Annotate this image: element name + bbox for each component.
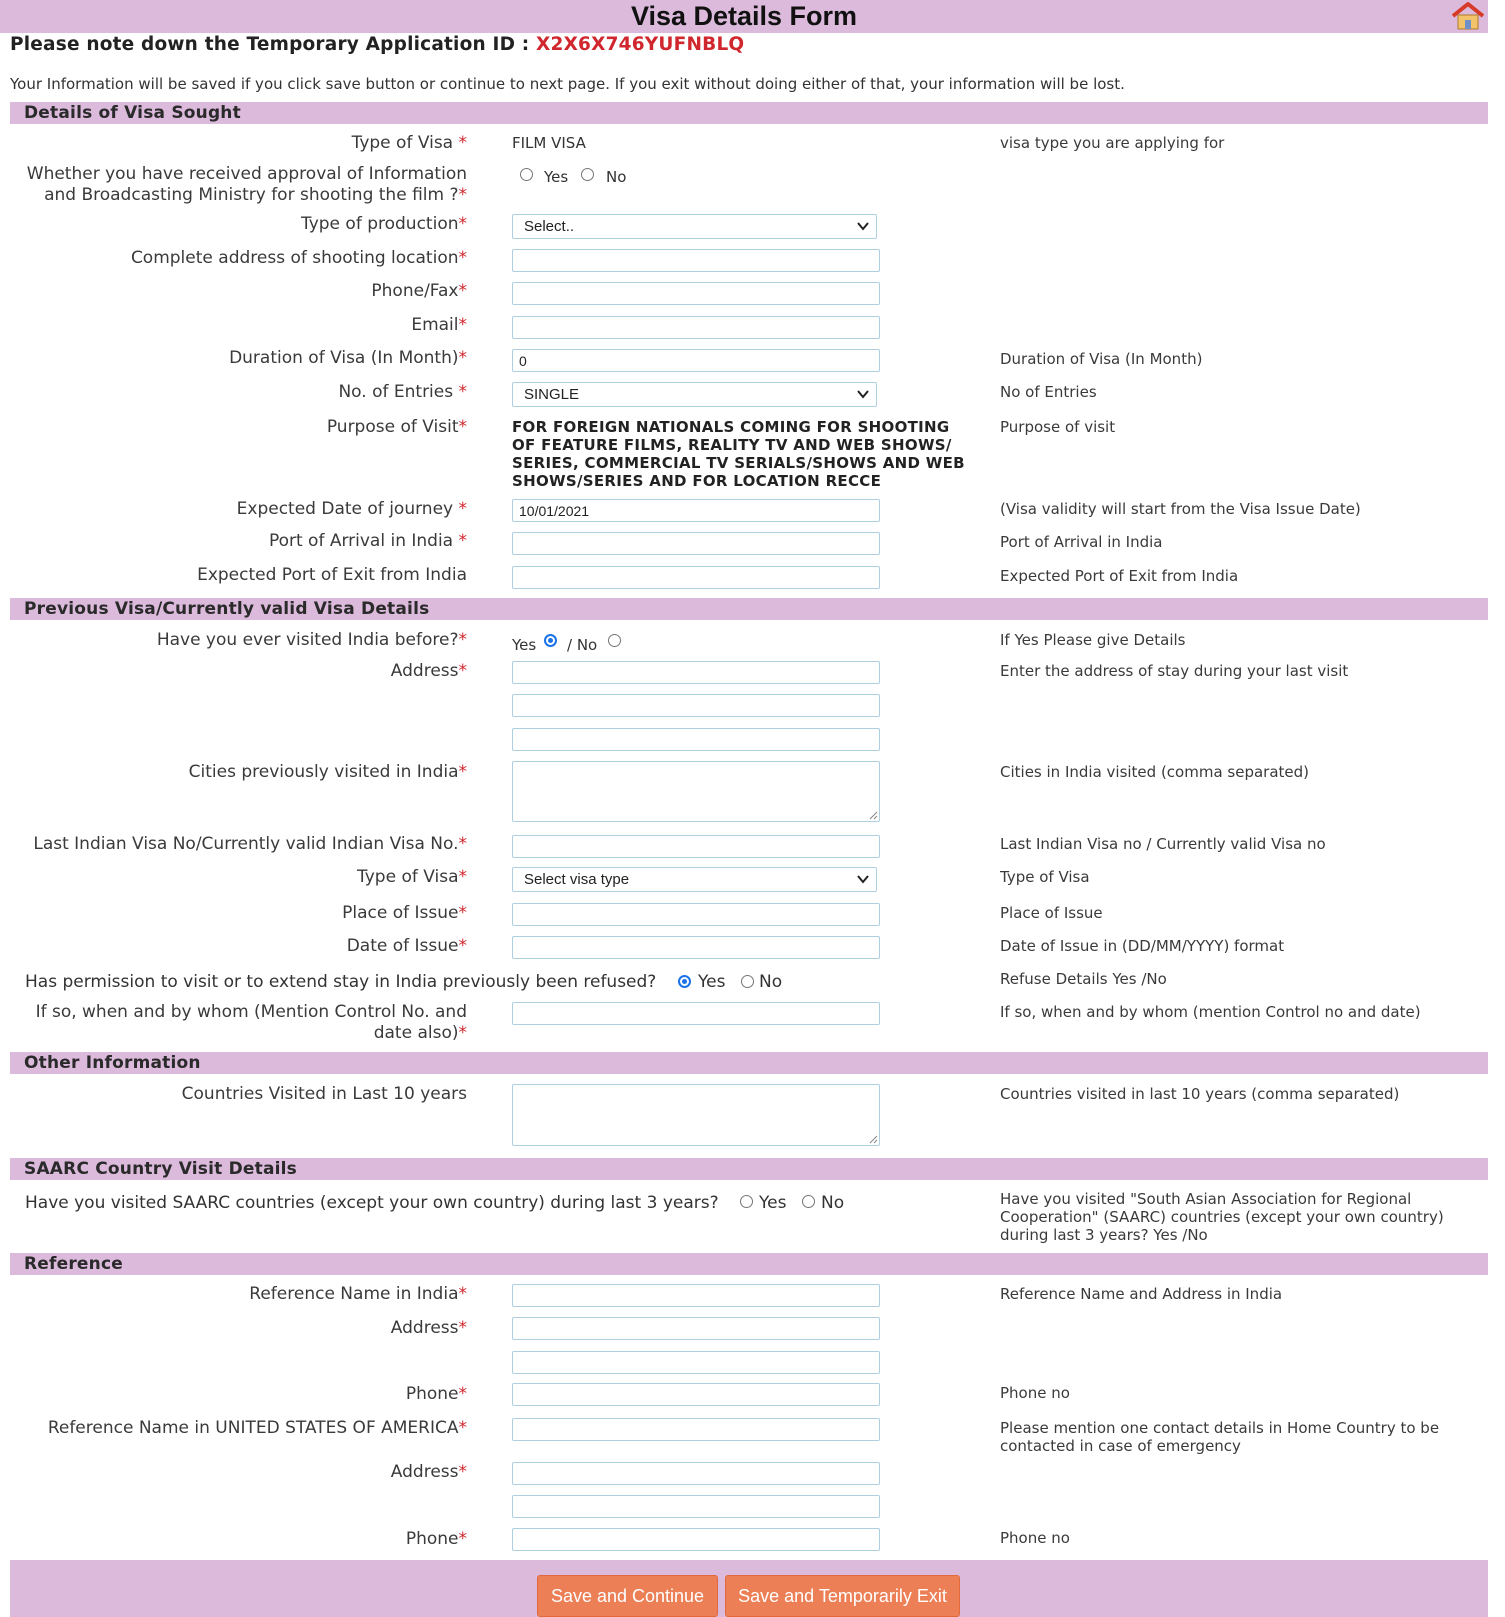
refused-yes-label: Yes bbox=[698, 972, 726, 992]
saarc-yes-radio[interactable] bbox=[740, 1195, 753, 1208]
type-of-visa-hint: visa type you are applying for bbox=[1000, 134, 1225, 152]
refused-hint: Refuse Details Yes /No bbox=[1000, 970, 1167, 988]
application-id-value: X2X6X746YUFNBLQ bbox=[536, 34, 745, 55]
previous-address-label: Address* bbox=[390, 661, 467, 681]
previous-visa-type-value: Select visa type bbox=[524, 871, 630, 888]
ref-address-home-label: Address* bbox=[390, 1462, 467, 1482]
page-title: Visa Details Form bbox=[630, 1, 858, 31]
ref-name-india-hint: Reference Name and Address in India bbox=[1000, 1285, 1283, 1303]
port-exit-hint: Expected Port of Exit from India bbox=[1000, 567, 1239, 585]
type-of-visa-value: FILM VISA bbox=[512, 134, 586, 152]
approval-no-label: No bbox=[606, 168, 627, 186]
approval-yes-radio[interactable] bbox=[520, 168, 533, 181]
previous-address-hint: Enter the address of stay during your last visit bbox=[1000, 662, 1349, 680]
home-icon[interactable] bbox=[1450, 1, 1486, 31]
shooting-address-label: Complete address of shooting location* bbox=[130, 248, 467, 268]
ref-phone-home-hint: Phone no bbox=[1000, 1529, 1070, 1547]
section-header-other-info bbox=[10, 1052, 1488, 1074]
refused-label: Has permission to visit or to extend stay in India previously been refused? bbox=[25, 972, 657, 992]
visited-yes-radio[interactable] bbox=[544, 634, 557, 647]
entries-hint: No of Entries bbox=[1000, 383, 1097, 401]
section-header-reference bbox=[10, 1253, 1488, 1275]
approval-yes-label: Yes bbox=[544, 168, 569, 186]
refused-details-hint: If so, when and by whom (mention Control no and date) bbox=[1000, 1003, 1421, 1021]
chevron-down-icon bbox=[856, 387, 870, 401]
previous-visa-type-label: Type of Visa* bbox=[357, 867, 467, 887]
email-input[interactable] bbox=[512, 316, 880, 339]
purpose-hint: Purpose of visit bbox=[1000, 418, 1116, 436]
previous-address-line1-input[interactable] bbox=[512, 661, 880, 684]
place-issue-input[interactable] bbox=[512, 903, 880, 926]
ref-address-home-line2-input[interactable] bbox=[512, 1495, 880, 1518]
ref-name-home-label: Reference Name in UNITED STATES OF AMERICA* bbox=[47, 1418, 467, 1438]
countries-textarea[interactable] bbox=[512, 1084, 880, 1146]
section-header-previous-visa bbox=[10, 598, 1488, 620]
duration-label: Duration of Visa (In Month)* bbox=[229, 348, 467, 368]
section-title: Other Information bbox=[24, 1053, 201, 1073]
journey-date-label: Expected Date of journey * bbox=[236, 499, 467, 519]
visited-before-label: Have you ever visited India before?* bbox=[156, 630, 467, 650]
chevron-down-icon bbox=[856, 219, 870, 233]
refused-no-label: No bbox=[759, 972, 783, 992]
duration-input[interactable] bbox=[512, 349, 880, 372]
entries-select-value: SINGLE bbox=[524, 386, 580, 403]
ref-name-home-hint: Please mention one contact details in Home Country to be contacted in case of emergency bbox=[1000, 1419, 1440, 1455]
port-arrival-hint: Port of Arrival in India bbox=[1000, 533, 1163, 551]
saarc-hint: Have you visited "South Asian Association for Regional Cooperation" (SAARC) countries (except your own country) during last 3 years? Yes /No bbox=[1000, 1190, 1444, 1244]
port-arrival-label: Port of Arrival in India * bbox=[268, 531, 467, 551]
ref-phone-home-label: Phone* bbox=[405, 1529, 467, 1549]
port-arrival-input[interactable] bbox=[512, 532, 880, 555]
save-exit-button[interactable]: Save and Temporarily Exit bbox=[725, 1575, 960, 1617]
refused-yes-radio[interactable] bbox=[678, 975, 691, 988]
saarc-no-label: No bbox=[821, 1193, 845, 1213]
resize-grip-icon[interactable] bbox=[868, 810, 878, 820]
section-title: Reference bbox=[24, 1254, 123, 1274]
entries-label: No. of Entries * bbox=[338, 382, 467, 402]
application-id-label: Please note down the Temporary Application ID : bbox=[10, 34, 530, 55]
port-exit-input[interactable] bbox=[512, 566, 880, 589]
port-exit-label: Expected Port of Exit from India bbox=[197, 565, 467, 585]
visa-no-label: Last Indian Visa No/Currently valid Indian Visa No.* bbox=[33, 834, 467, 854]
visa-no-hint: Last Indian Visa no / Currently valid Visa no bbox=[1000, 835, 1326, 853]
application-id-line bbox=[10, 34, 744, 55]
production-label: Type of production* bbox=[300, 214, 467, 234]
resize-grip-icon[interactable] bbox=[868, 1134, 878, 1144]
cities-label: Cities previously visited in India* bbox=[188, 762, 467, 782]
section-title: Previous Visa/Currently valid Visa Details bbox=[24, 599, 430, 619]
visited-no-radio[interactable] bbox=[608, 634, 621, 647]
refused-no-radio[interactable] bbox=[741, 975, 754, 988]
ref-name-home-input[interactable] bbox=[512, 1418, 880, 1441]
visited-yes-label: Yes bbox=[512, 636, 537, 654]
production-select-value: Select.. bbox=[524, 218, 575, 235]
saarc-yes-label: Yes bbox=[759, 1193, 787, 1213]
previous-visa-type-select[interactable] bbox=[512, 867, 877, 892]
date-issue-hint: Date of Issue in (DD/MM/YYYY) format bbox=[1000, 937, 1285, 955]
approval-label: Whether you have received approval of Information and Broadcasting Ministry for shooting the film ?* bbox=[26, 164, 467, 205]
production-select[interactable] bbox=[512, 214, 877, 239]
shooting-address-input[interactable] bbox=[512, 249, 880, 272]
ref-phone-india-hint: Phone no bbox=[1000, 1384, 1070, 1402]
visited-no-label: / No bbox=[567, 636, 598, 654]
form-footer bbox=[10, 1560, 1488, 1617]
duration-hint: Duration of Visa (In Month) bbox=[1000, 350, 1203, 368]
ref-phone-home-input[interactable] bbox=[512, 1528, 880, 1551]
section-title: SAARC Country Visit Details bbox=[24, 1159, 298, 1179]
phone-fax-label: Phone/Fax* bbox=[371, 281, 467, 301]
saarc-no-radio[interactable] bbox=[802, 1195, 815, 1208]
save-note: Your Information will be saved if you click save button or continue to next page. If you exit without doing either of that, your information will be lost. bbox=[10, 75, 1125, 93]
place-issue-hint: Place of Issue bbox=[1000, 904, 1103, 922]
ref-address-india-line2-input[interactable] bbox=[512, 1351, 880, 1374]
ref-name-india-input[interactable] bbox=[512, 1284, 880, 1307]
countries-label: Countries Visited in Last 10 years bbox=[181, 1084, 467, 1104]
refused-details-input[interactable] bbox=[512, 1002, 880, 1025]
title-bar bbox=[0, 0, 1488, 33]
purpose-value: FOR FOREIGN NATIONALS COMING FOR SHOOTING OF FEATURE FILMS, REALITY TV AND WEB SHOWS/ SERIES, COMMERCIAL TV SERIALS/SHOWS AND WEB SHOWS/SERIES AND FOR LOCATION RECCE bbox=[512, 418, 965, 490]
date-issue-input[interactable] bbox=[512, 936, 880, 959]
email-label: Email* bbox=[411, 315, 467, 335]
section-title: Details of Visa Sought bbox=[24, 103, 241, 123]
place-issue-label: Place of Issue* bbox=[342, 903, 467, 923]
phone-fax-input[interactable] bbox=[512, 282, 880, 305]
chevron-down-icon bbox=[856, 872, 870, 886]
save-continue-button[interactable]: Save and Continue bbox=[537, 1575, 718, 1617]
visa-no-input[interactable] bbox=[512, 835, 880, 858]
previous-visa-type-hint: Type of Visa bbox=[1000, 868, 1090, 886]
cities-textarea[interactable] bbox=[512, 761, 880, 822]
ref-address-india-line1-input[interactable] bbox=[512, 1317, 880, 1340]
saarc-question: Have you visited SAARC countries (except your own country) during last 3 years? bbox=[25, 1193, 719, 1213]
ref-address-home-line1-input[interactable] bbox=[512, 1462, 880, 1485]
refused-details-label: If so, when and by whom (Mention Control No. and date also)* bbox=[35, 1002, 467, 1043]
visited-hint: If Yes Please give Details bbox=[1000, 631, 1186, 649]
journey-date-hint: (Visa validity will start from the Visa Issue Date) bbox=[1000, 500, 1361, 518]
entries-select[interactable] bbox=[512, 382, 877, 407]
cities-hint: Cities in India visited (comma separated) bbox=[1000, 763, 1310, 781]
ref-address-india-label: Address* bbox=[390, 1318, 467, 1338]
section-header-visa-sought bbox=[10, 102, 1488, 124]
type-of-visa-label: Type of Visa * bbox=[351, 133, 467, 153]
date-issue-label: Date of Issue* bbox=[346, 936, 467, 956]
purpose-label: Purpose of Visit* bbox=[326, 417, 467, 437]
ref-phone-india-input[interactable] bbox=[512, 1383, 880, 1406]
countries-hint: Countries visited in last 10 years (comma separated) bbox=[1000, 1085, 1400, 1103]
journey-date-input[interactable] bbox=[512, 499, 880, 522]
ref-phone-india-label: Phone* bbox=[405, 1384, 467, 1404]
previous-address-line2-input[interactable] bbox=[512, 694, 880, 717]
ref-name-india-label: Reference Name in India* bbox=[249, 1284, 467, 1304]
previous-address-line3-input[interactable] bbox=[512, 728, 880, 751]
approval-no-radio[interactable] bbox=[581, 168, 594, 181]
section-header-saarc bbox=[10, 1158, 1488, 1180]
